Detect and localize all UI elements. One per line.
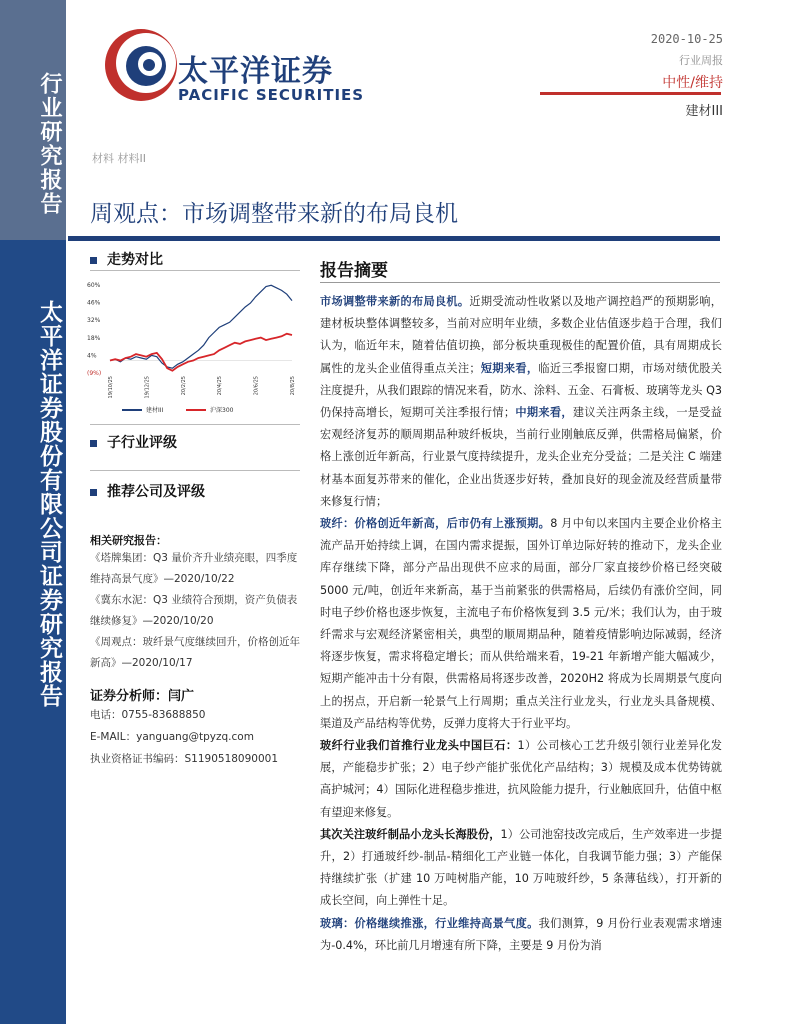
sector: 建材III <box>685 104 723 119</box>
summary-lead: 中期来看， <box>515 406 573 420</box>
header-red-divider <box>540 92 721 95</box>
related-reports-title: 相关研究报告： <box>90 534 167 547</box>
summary-text: 1）公司池窑技改完成后，生产效率进一步提升，2）打通玻纤纱-制品-精细化工产业链一体化，自我调节能力强；3）产能保持继续扩张（扩建 10 万吨树脂产能，10 万吨玻纤纱，5 条薄毡线），打开新的成长空间，向上弹性十足。 <box>320 827 722 908</box>
company-logo-icon <box>96 18 186 108</box>
sidebar-report-type: 行业研究报告 <box>37 72 63 216</box>
trend-chart <box>86 276 302 418</box>
summary-text: 8 月中旬以来国内主要企业价格主流产品开始持续上调，在国内需求提振，国外订单边际好转的推动下，龙头企业库存继续下降，部分产品出现供不应求的局面，部分厂家直接纱价格已经突破 5000 元/吨，创近年来新高，基于当前紧张的供需格局，后续仍有涨价空间，同时电子纱价格也逐步恢复，主流电子布价格恢复到 3.5 元/米；我们认为，由于玻纤需求与宏观经济紧密相关，典型的顺周期品种，随着疫情影响边际减弱，经济将逐步恢复，需求将稳定增长；而从供给端来看，19-21 年新增产能大幅减少，短期产能冲击十分有限，供需格局将逐步改善，2020H2 将成为长周期景气度向上的拐点，开启新一轮景气上行周期；重点关注行业龙头，行业龙头具备规模、渠道及产品结构等优势，反弹力度将大于行业平均。 <box>320 517 722 730</box>
title-divider <box>68 236 720 241</box>
logo-en: PACIFIC SECURITIES <box>178 86 365 104</box>
analyst-cert: 执业资格证书编码：S1190518090001 <box>90 753 279 765</box>
related-report: 《周观点：玻纤景气度继续回升，价格创近年新高》—2020/10/17 <box>90 636 300 669</box>
summary-text: 临近三季报窗口期，市场对绩优股关注度提升，从我们跟踪的情况来看，防水、涂料、五金、石膏板、玻璃等龙头 Q3 仍保持高增长，短期可关注季报行情； <box>320 361 722 420</box>
legend-label: 建材III <box>146 407 164 414</box>
summary-paragraph <box>320 735 722 824</box>
summary-body <box>320 291 722 957</box>
summary-text: 1）公司核心工艺升级引领行业差异化发展，产能稳步扩张；2）电子纱产能扩张优化产品结构；3）规模及成本优势铸就高护城河；4）国际化进程稳步推进，抗风险能力提升，行业触底回升，估值中枢有望迎来修复。 <box>320 739 722 819</box>
y-tick-label: 32% <box>87 317 101 325</box>
sidebar <box>0 0 66 1024</box>
industry-rating-title: 子行业评级 <box>107 435 177 451</box>
logo-cn: 太平洋证券 <box>178 54 333 89</box>
x-tick-label: 20/2/25 <box>180 376 187 396</box>
y-tick-label: 60% <box>87 282 101 289</box>
y-tick-label: 46% <box>87 299 101 307</box>
analyst-title: 证券分析师：闫广 <box>90 689 195 704</box>
sidebar-company: 太平洋证券股份有限公司证券研究报告 <box>36 300 63 708</box>
summary-lead: 短期来看， <box>480 361 539 375</box>
x-tick-label: 19/12/25 <box>144 376 151 399</box>
summary-paragraph <box>320 824 722 913</box>
related-report: 《塔牌集团：Q3 量价齐升业绩亮眼，四季度维持高景气度》—2020/10/22 <box>90 552 298 585</box>
related-report: 《冀东水泥：Q3 业绩符合预期，资产负债表继续修复》—2020/10/20 <box>90 594 298 627</box>
series-line <box>110 334 292 371</box>
x-tick-label: 20/6/25 <box>253 376 260 396</box>
summary-paragraph <box>320 513 722 735</box>
left-divider <box>90 270 300 271</box>
summary-text: 近期受流动性收紧以及地产调控趋严的预期影响，建材板块整体调整较多，当前对应明年业绩，多数企业估值逐步趋于合理，我们认为，临近年末，随着估值切换，部分板块重现极佳的配置价值，具有周期成长属性的龙头企业值得重点关注； <box>320 295 722 375</box>
summary-lead: 玻纤：价格创近年新高，后市仍有上涨预期。 <box>320 517 551 531</box>
summary-text: 我们测算，9 月份行业表观需求增速为-0.4%，环比前几月增速有所下降，主要是 9 月份为消 <box>320 916 722 952</box>
x-tick-label: 19/10/25 <box>108 376 114 399</box>
left-divider <box>90 470 300 471</box>
recommend-title: 推荐公司及评级 <box>107 484 205 500</box>
page-title: 周观点：市场调整带来新的布局良机 <box>90 201 458 227</box>
report-type: 行业周报 <box>679 54 723 67</box>
summary-lead: 其次关注玻纤制品小龙头长海股份， <box>320 827 501 841</box>
rating: 中性/维持 <box>662 75 723 91</box>
summary-text: 建议关注两条主线，一是受益宏观经济复苏的顺周期品种玻纤板块，当前行业刚触底反弹，供需格局偏紧，价格上涨创近年新高，行业景气度持续提升，龙头企业充分受益；二是关注 C 端建材基本面复苏带来的催化，企业出货逐步好转，叠加良好的现金流及经营质量带来修复行情； <box>320 406 722 508</box>
bullet-square-icon <box>90 257 97 264</box>
series-line <box>110 285 292 368</box>
summary-lead: 玻纤行业我们首推行业龙头中国巨石： <box>320 739 518 753</box>
trend-title: 走势对比 <box>107 252 163 268</box>
x-tick-label: 20/4/25 <box>217 376 224 396</box>
left-divider <box>90 424 300 425</box>
recommend-heading <box>90 481 205 501</box>
y-tick-label: 4% <box>87 352 97 360</box>
breadcrumb: 材料 材料II <box>92 152 146 165</box>
industry-rating-heading <box>90 432 177 452</box>
y-tick-label: 18% <box>87 334 101 342</box>
report-date: 2020-10-25 <box>650 32 723 46</box>
summary-lead: 市场调整带来新的布局良机。 <box>320 295 470 308</box>
y-tick-label: (9%) <box>87 370 102 377</box>
trend-heading <box>90 249 163 269</box>
legend-label: 沪深300 <box>210 407 234 414</box>
summary-paragraph <box>320 291 722 513</box>
analyst-phone: 电话：0755-83688850 <box>90 709 206 721</box>
summary-heading: 报告摘要 <box>320 261 388 281</box>
bullet-square-icon <box>90 489 97 496</box>
summary-lead: 玻璃：价格继续推涨，行业维持高景气度。 <box>320 916 539 930</box>
summary-paragraph <box>320 913 722 957</box>
analyst-email[interactable]: E-MAIL：yanguang@tpyzq.com <box>90 731 254 743</box>
bullet-square-icon <box>90 440 97 447</box>
x-tick-label: 20/8/25 <box>290 376 296 396</box>
summary-divider <box>320 282 720 283</box>
